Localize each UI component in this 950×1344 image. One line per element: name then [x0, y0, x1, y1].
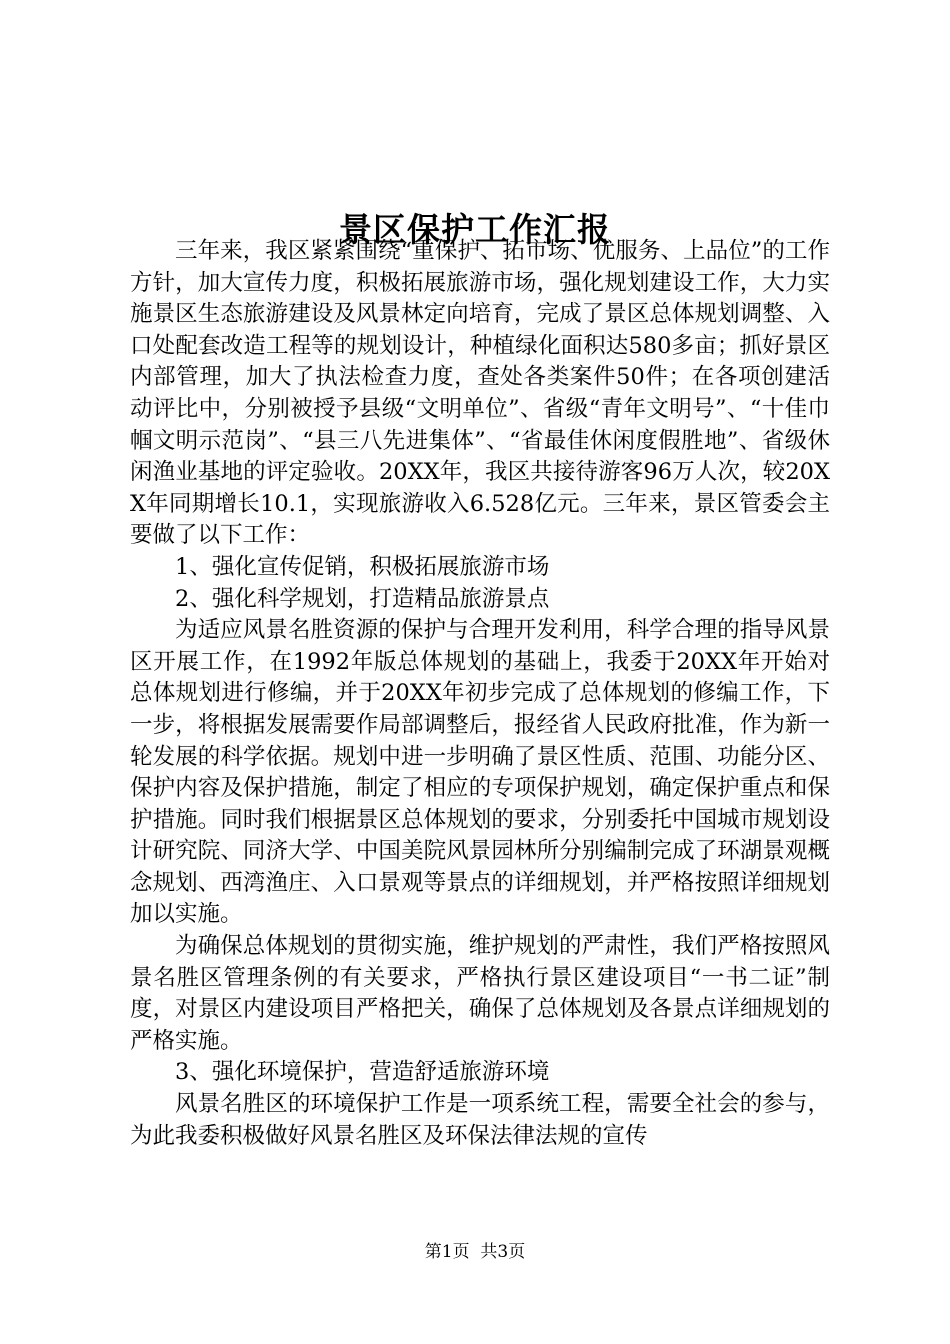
- page-footer: [0, 1240, 950, 1264]
- section-heading-2: 2、强化科学规划，打造精品旅游景点: [175, 585, 550, 612]
- paragraph-intro: 三年来，我区紧紧围绕“重保护、拓市场、优服务、上品位”的工作方针，加大宣传力度，积极拓展旅游市场，强化规划建设工作，大力实施景区生态旅游建设及风景林定向培育，完成了景区总体规划调整、入口处配套改造工程等的规划设计，种植绿化面积达580多亩；抓好景区内部管理，加大了执法检查力度，查处各类案件50件；在各项创建活动评比中，分别被授予县级“文明单位”、省级“青年文明号”、“十佳巾帼文明示范岗”、“县三八先进集体”、“省最佳休闲度假胜地”、省级休闲渔业基地的评定验收。20XX年，我区共接待游客96万人次，较20XX年同期增长10.1，实现旅游收入6.528亿元。三年来，景区管委会主要做了以下工作：: [130, 238, 830, 549]
- page-total: 共3页: [480, 1242, 526, 1262]
- document-title: 景区保护工作汇报: [339, 210, 611, 250]
- page-number: 第1页: [424, 1242, 470, 1262]
- paragraph-environment: 风景名胜区的环境保护工作是一项系统工程，需要全社会的参与，为此我委积极做好风景名胜区及环保法律法规的宣传: [130, 1091, 830, 1149]
- paragraph-implementation: 为确保总体规划的贯彻实施，维护规划的严肃性，我们严格按照风景名胜区管理条例的有关要求，严格执行景区建设项目“一书二证”制度，对景区内建设项目严格把关，确保了总体规划及各景点详细规划的严格实施。: [130, 933, 830, 1054]
- section-heading-3: 3、强化环境保护，营造舒适旅游环境: [175, 1059, 550, 1086]
- document-body: [130, 236, 830, 1152]
- section-heading-1: 1、强化宣传促销，积极拓展旅游市场: [175, 553, 550, 580]
- paragraph-planning: 为适应风景名胜资源的保护与合理开发利用，科学合理的指导风景区开展工作，在1992年版总体规划的基础上，我委于20XX年开始对总体规划进行修编，并于20XX年初步完成了总体规划的修编工作，下一步，将根据发展需要作局部调整后，报经省人民政府批准，作为新一轮发展的科学依据。规划中进一步明确了景区性质、范围、功能分区、保护内容及保护措施，制定了相应的专项保护规划，确定保护重点和保护措施。同时我们根据景区总体规划的要求，分别委托中国城市规划设计研究院、同济大学、中国美院风景园林所分别编制完成了环湖景观概念规划、西湾渔庄、入口景观等景点的详细规划，并严格按照详细规划加以实施。: [130, 617, 830, 928]
